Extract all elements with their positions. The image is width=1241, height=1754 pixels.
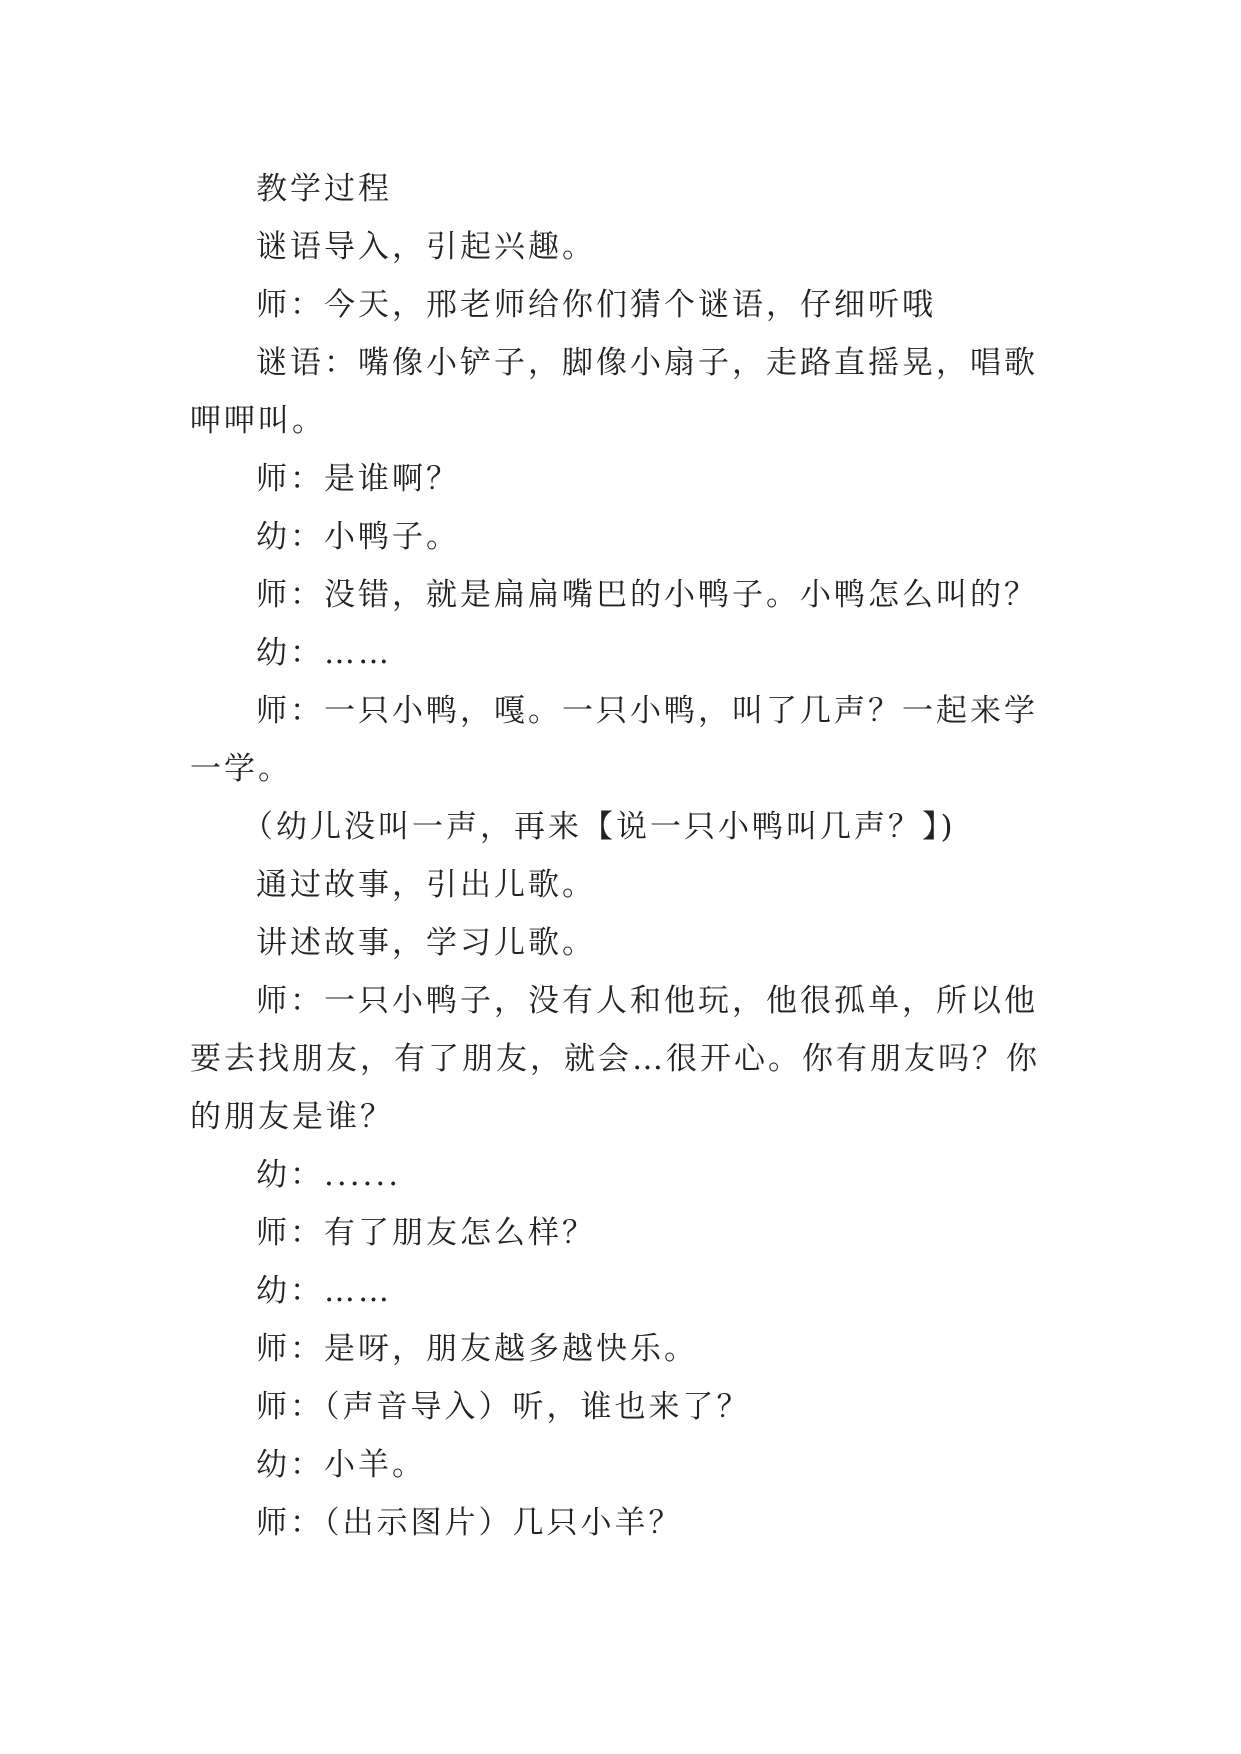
subsection-heading: 通过故事，引出儿歌。 (256, 867, 596, 903)
subsection-heading: 讲述故事，学习儿歌。 (256, 925, 596, 961)
dialogue-line: 幼：...... (256, 1157, 402, 1193)
dialogue-line: 师：是谁啊？ (256, 461, 460, 497)
riddle-line: 谜语：嘴像小铲子，脚像小扇子，走路直摇晃，唱歌呷呷叫。 (190, 345, 1038, 439)
dialogue-line: 师：（声音导入）听，谁也来了？ (256, 1389, 751, 1425)
dialogue-line: 师：没错，就是扁扁嘴巴的小鸭子。小鸭怎么叫的？ (256, 577, 1038, 613)
dialogue-line: 师：一只小鸭子，没有人和他玩，他很孤单，所以他要去找朋友，有了朋友，就会…很开心。你有朋友吗？你的朋友是谁？ (190, 983, 1040, 1135)
dialogue-line: 师：一只小鸭，嘎。一只小鸭，叫了几声？一起来学一学。 (190, 693, 1038, 787)
dialogue-line: 师：有了朋友怎么样？ (256, 1215, 596, 1251)
dialogue-line: 幼：…… (256, 1273, 392, 1309)
dialogue-line: 幼：…… (256, 635, 392, 671)
dialogue-line: 幼：小鸭子。 (256, 519, 460, 555)
document-body (190, 160, 1060, 1552)
note-line: （幼儿没叫一声，再来【说一只小鸭叫几声？】) (242, 809, 956, 845)
dialogue-line: 师：是呀，朋友越多越快乐。 (256, 1331, 698, 1367)
dialogue-line: 幼：小羊。 (256, 1447, 426, 1483)
dialogue-line: 师：今天，邢老师给你们猜个谜语，仔细听哦 (256, 287, 936, 323)
section-heading: 教学过程 (256, 171, 392, 207)
subsection-heading: 谜语导入，引起兴趣。 (256, 229, 596, 265)
dialogue-line: 师：（出示图片）几只小羊？ (256, 1505, 683, 1541)
